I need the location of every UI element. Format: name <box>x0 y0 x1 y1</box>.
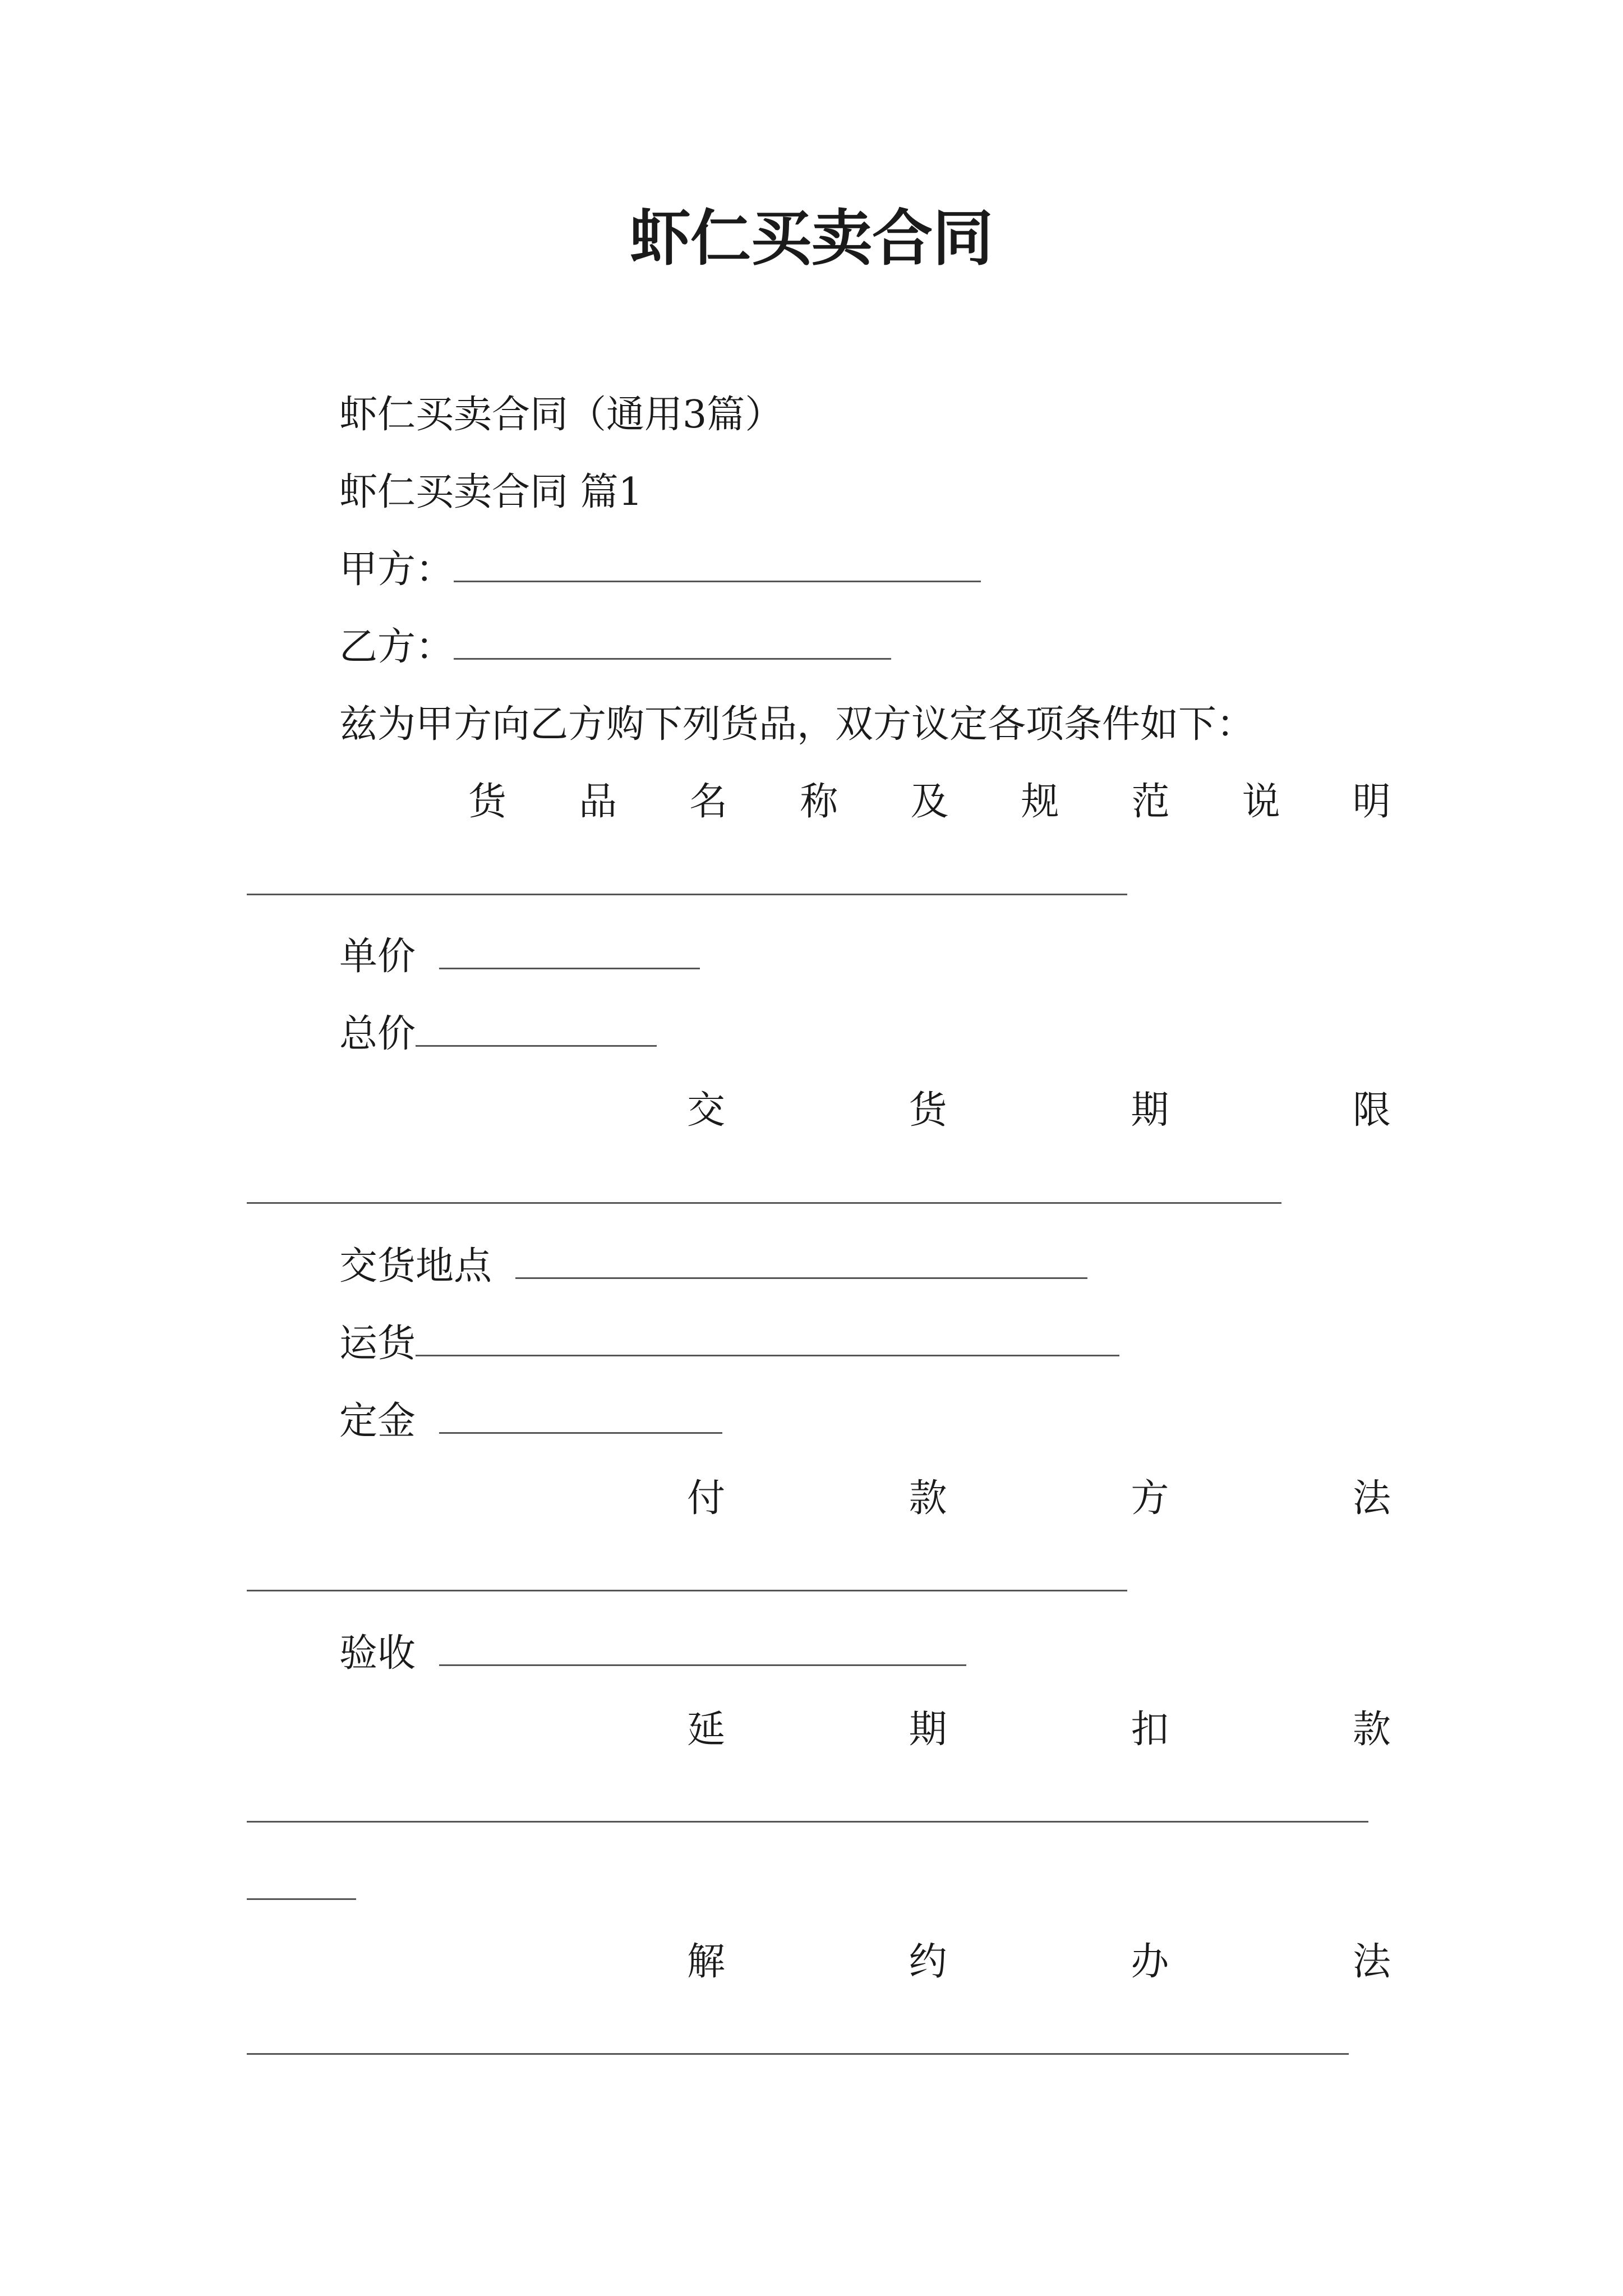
acceptance-blank[interactable] <box>439 1653 966 1666</box>
heading-char: 范 <box>1131 780 1170 824</box>
document-title: 虾仁买卖合同 <box>629 203 993 274</box>
heading-char: 及 <box>910 780 949 824</box>
heading-char: 办 <box>1131 1940 1169 1984</box>
party-b-label: 乙方： <box>339 625 454 669</box>
heading-char: 款 <box>909 1476 947 1521</box>
deposit-blank[interactable] <box>439 1421 722 1434</box>
heading-char: 款 <box>1352 1708 1391 1752</box>
heading-char: 期 <box>909 1708 947 1752</box>
termination-blank[interactable] <box>247 2053 1349 2055</box>
heading-char: 付 <box>687 1476 726 1521</box>
delivery-period-heading <box>687 1083 1391 1139</box>
party-b-row <box>339 619 891 675</box>
party-a-row <box>339 542 981 598</box>
heading-char: 品 <box>579 780 617 824</box>
total-price-row <box>339 1006 657 1062</box>
heading-char: 延 <box>687 1708 726 1752</box>
heading-char: 规 <box>1021 780 1059 824</box>
shipping-row <box>339 1316 1119 1372</box>
heading-char: 交 <box>687 1088 726 1133</box>
goods-spec-heading <box>468 774 1391 830</box>
intro-text: 兹为甲方向乙方购下列货品，双方议定各项条件如下： <box>339 702 1255 747</box>
heading-char: 解 <box>687 1940 726 1984</box>
delivery-place-blank[interactable] <box>515 1266 1087 1279</box>
delay-deduction-blank[interactable] <box>247 1821 1368 1823</box>
party-a-label: 甲方： <box>339 547 454 592</box>
heading-char: 法 <box>1352 1940 1391 1984</box>
total-price-label: 总价 <box>339 1012 416 1056</box>
heading-char: 扣 <box>1131 1708 1169 1752</box>
acceptance-row <box>339 1626 966 1682</box>
heading-char: 期 <box>1131 1088 1169 1133</box>
unit-price-blank[interactable] <box>439 956 700 969</box>
total-price-blank[interactable] <box>416 1034 657 1047</box>
deposit-label: 定金 <box>339 1399 416 1443</box>
heading-char: 名 <box>689 780 728 824</box>
deposit-row <box>339 1393 722 1450</box>
delivery-place-label: 交货地点 <box>339 1244 492 1289</box>
unit-price-row <box>339 929 700 985</box>
party-b-blank[interactable] <box>454 647 891 660</box>
payment-method-heading <box>687 1471 1391 1527</box>
goods-spec-blank[interactable] <box>247 894 1127 895</box>
section-heading: 虾仁买卖合同 篇1 <box>339 470 643 514</box>
heading-char: 明 <box>1352 780 1391 824</box>
heading-char: 说 <box>1242 780 1280 824</box>
heading-char: 货 <box>468 780 507 824</box>
heading-char: 方 <box>1131 1476 1169 1521</box>
heading-char: 称 <box>800 780 838 824</box>
heading-char: 约 <box>909 1940 947 1984</box>
acceptance-label: 验收 <box>339 1631 416 1676</box>
subtitle: 虾仁买卖合同（通用3篇） <box>339 393 783 437</box>
delay-deduction-heading <box>687 1702 1391 1758</box>
delivery-period-blank[interactable] <box>247 1202 1281 1204</box>
shipping-blank[interactable] <box>416 1343 1119 1356</box>
heading-char: 法 <box>1352 1476 1391 1521</box>
payment-method-blank[interactable] <box>247 1590 1127 1591</box>
unit-price-label: 单价 <box>339 935 416 979</box>
heading-char: 货 <box>909 1088 947 1133</box>
delay-deduction-blank-continued[interactable] <box>247 1898 356 1900</box>
party-a-blank[interactable] <box>454 569 981 582</box>
heading-char: 限 <box>1352 1088 1391 1133</box>
delivery-place-row <box>339 1239 1087 1295</box>
shipping-label: 运货 <box>339 1322 416 1366</box>
termination-heading <box>687 1934 1391 1990</box>
